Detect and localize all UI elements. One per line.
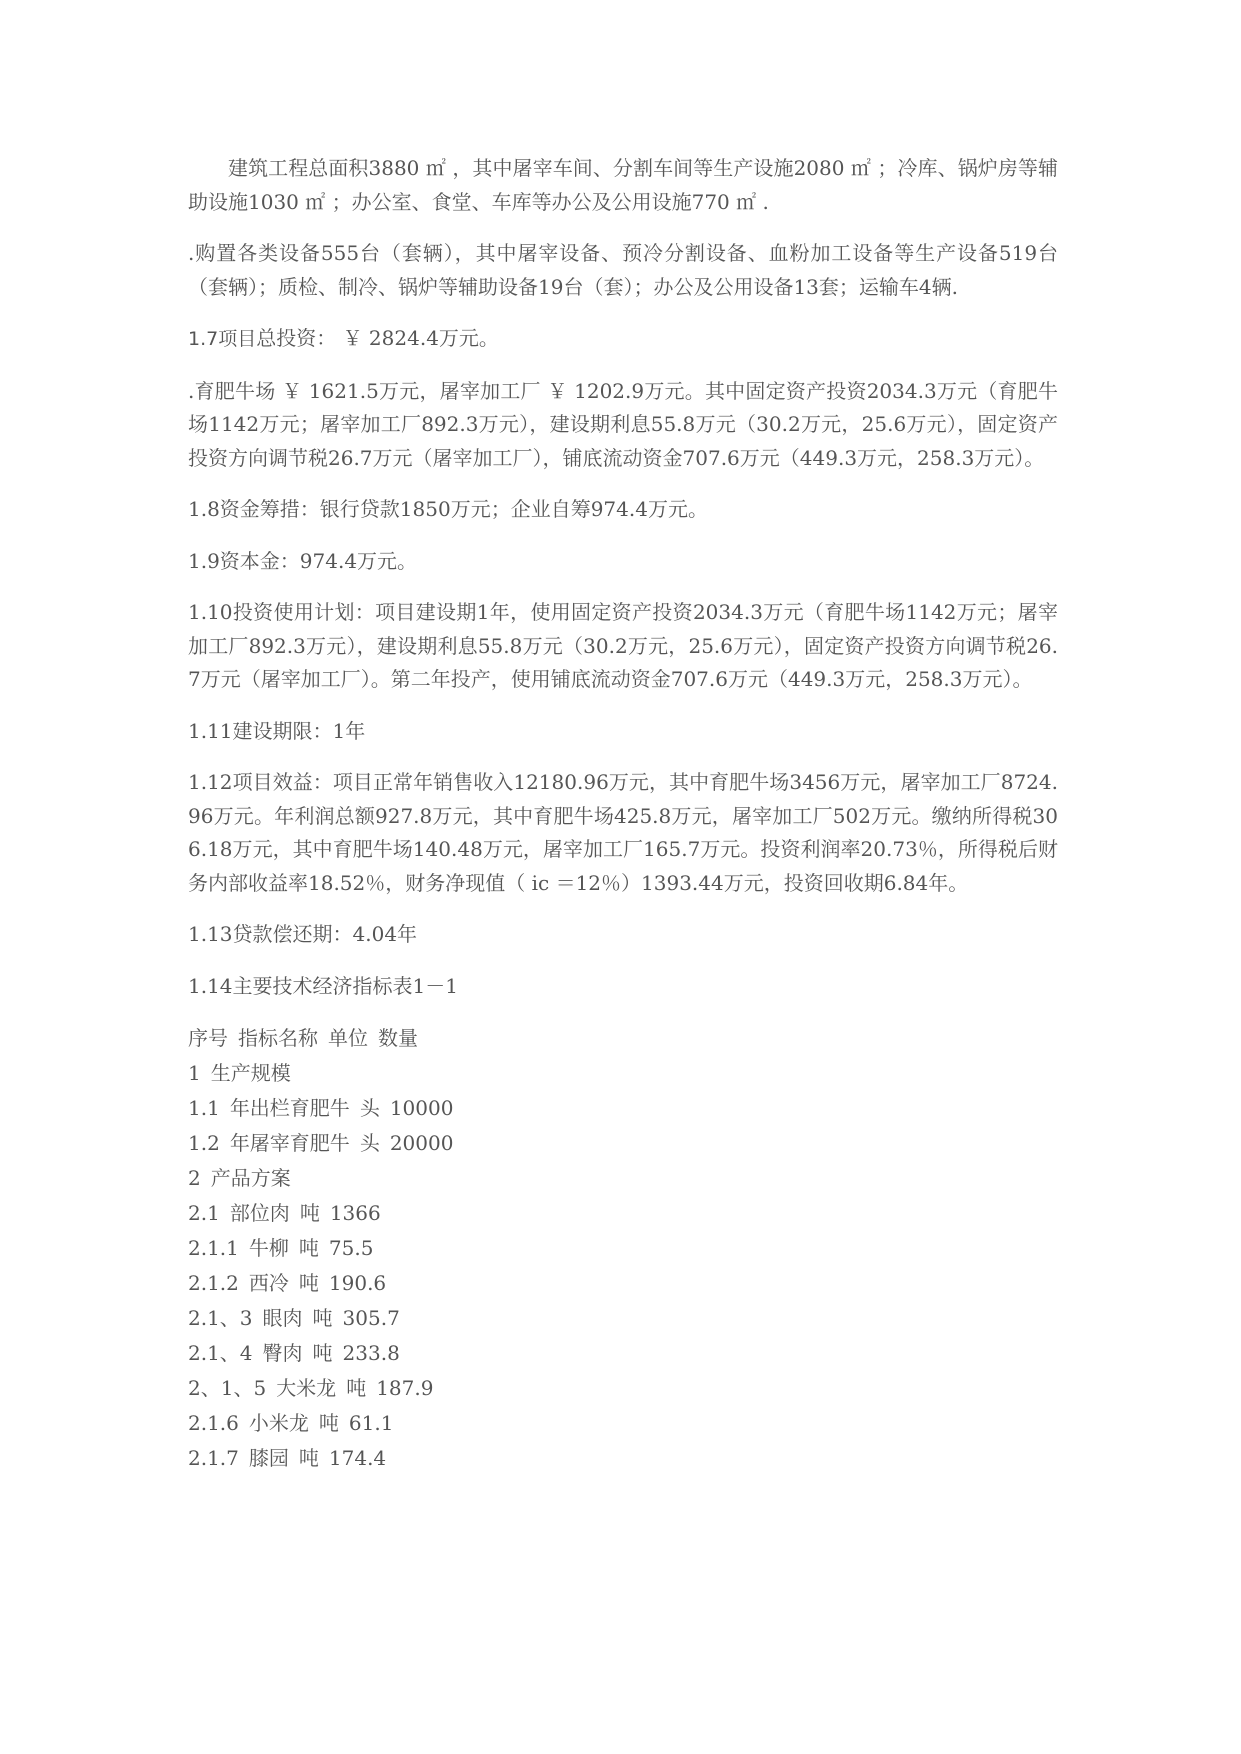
paragraph-text: .育肥牛场 ￥ 1621.5万元，屠宰加工厂 ￥ 1202.9万元。其中固定资产投资2034.3万元（育肥牛场1142万元；屠宰加工厂892.3万元），建设期利息55.8万元（30.2万元，25.6万元），固定资产投资方向调节税26.7万元（屠宰加工厂），铺底流动资金707.6万元（449.3万元，258.3万元）。	[188, 378, 1058, 470]
header-cell: 单位	[328, 1026, 368, 1050]
paragraph-total-investment	[188, 322, 1058, 357]
table-cell: 305.7	[342, 1306, 400, 1330]
table-cell: 膝园	[248, 1446, 289, 1470]
table-cell: 2.1	[188, 1201, 220, 1225]
table-cell: 部位肉	[229, 1201, 290, 1225]
paragraph-table-title	[188, 970, 1058, 1004]
document-body	[188, 152, 1058, 1476]
table-cell: 2.1、4	[188, 1341, 253, 1365]
table-cell: 1366	[329, 1201, 381, 1225]
table-cell: 2.1.6	[188, 1411, 239, 1435]
table-row	[188, 1126, 1058, 1161]
paragraph-text: 1.10投资使用计划：项目建设期1年，使用固定资产投资2034.3万元（育肥牛场1142万元；屠宰加工厂892.3万元），建设期利息55.8万元（30.2万元，25.6万元），固定资产投资方向调节税26.7万元（屠宰加工厂）。第二年投产，使用铺底流动资金707.6万元（449.3万元，258.3万元）。	[188, 600, 1058, 691]
table-cell: 2	[188, 1166, 201, 1190]
table-cell: 牛柳	[248, 1236, 289, 1260]
paragraph-fund-raising	[188, 493, 1058, 527]
table-header-row	[188, 1021, 1058, 1056]
table-row	[188, 1091, 1058, 1126]
table-cell: 2.1.1	[188, 1236, 239, 1260]
table-cell: 1.2	[188, 1131, 220, 1155]
table-cell: 61.1	[348, 1411, 394, 1435]
table-cell: 臀肉	[262, 1341, 303, 1365]
table-cell: 头	[359, 1096, 380, 1120]
table-cell: 1.1	[188, 1096, 220, 1120]
table-cell: 190.6	[328, 1271, 387, 1295]
table-row	[188, 1161, 1058, 1196]
paragraph-text: 1.8资金筹措：银行贷款1850万元；企业自筹974.4万元。	[188, 497, 708, 521]
table-cell: 吨	[346, 1376, 367, 1400]
paragraph-building-area	[188, 152, 1058, 219]
table-cell: 2.1、3	[188, 1306, 253, 1330]
table-cell: 1	[188, 1061, 201, 1085]
paragraph-construction-period	[188, 715, 1058, 749]
table-cell: 西冷	[248, 1271, 289, 1295]
table-cell: 吨	[312, 1306, 333, 1330]
table-cell: 187.9	[376, 1376, 434, 1400]
table-cell: 年屠宰育肥牛	[229, 1131, 350, 1155]
table-row	[188, 1441, 1058, 1476]
table-cell: 头	[359, 1131, 380, 1155]
table-cell: 174.4	[328, 1446, 387, 1470]
paragraph-text: 1.9资本金：974.4万元。	[188, 548, 418, 573]
paragraph-loan-repayment	[188, 918, 1058, 952]
header-cell: 序号	[188, 1026, 228, 1050]
table-row	[188, 1056, 1058, 1091]
table-row	[188, 1301, 1058, 1336]
table-cell: 75.5	[328, 1236, 374, 1260]
table-cell: 吨	[298, 1446, 319, 1470]
table-cell: 吨	[312, 1341, 333, 1365]
paragraph-text: 1.12项目效益：项目正常年销售收入12180.96万元，其中育肥牛场3456万元，屠宰加工厂8724.96万元。年利润总额927.8万元，其中育肥牛场425.8万元，屠宰加工厂502万元。缴纳所得税306.18万元，其中育肥牛场140.48万元，屠宰加工厂165.7万元。投资利润率20.73％，所得税后财务内部收益率18.52％，财务净现值（ ic ＝12％）1393.44万元，投资回收期6.84年。	[188, 770, 1058, 895]
table-cell: 年出栏育肥牛	[229, 1096, 350, 1120]
table-cell: 20000	[389, 1131, 454, 1155]
paragraph-text: 1.14主要技术经济指标表1－1	[188, 973, 458, 998]
table-row	[188, 1266, 1058, 1301]
indicator-table	[188, 1021, 1058, 1476]
table-cell: 眼肉	[262, 1306, 303, 1330]
table-cell: 产品方案	[210, 1166, 291, 1190]
paragraph-investment-breakdown	[188, 375, 1058, 476]
table-row	[188, 1371, 1058, 1406]
paragraph-capital	[188, 545, 1058, 579]
table-row	[188, 1406, 1058, 1441]
table-row	[188, 1336, 1058, 1371]
paragraph-text: .购置各类设备555台（套辆），其中屠宰设备、预冷分割设备、血粉加工设备等生产设备519台（套辆）；质检、制冷、锅炉等辅助设备19台（套）；办公及公用设备13套；运输车4辆.	[188, 241, 1058, 299]
table-row	[188, 1231, 1058, 1266]
paragraph-text: 1.11建设期限：1年	[188, 718, 366, 743]
table-cell: 吨	[298, 1236, 319, 1260]
paragraph-equipment	[188, 237, 1058, 304]
table-row	[188, 1196, 1058, 1231]
table-cell: 小米龙	[248, 1411, 309, 1435]
table-cell: 2、1、5	[188, 1376, 267, 1400]
paragraph-project-benefit	[188, 766, 1058, 900]
table-cell: 2.1.2	[188, 1271, 239, 1295]
table-cell: 生产规模	[210, 1061, 291, 1085]
table-cell: 大米龙	[276, 1376, 337, 1400]
table-cell: 2.1.7	[188, 1446, 239, 1470]
header-cell: 指标名称	[238, 1026, 318, 1050]
table-cell: 233.8	[342, 1341, 400, 1365]
paragraph-text: 建筑工程总面积3880 ㎡ ，其中屠宰车间、分割车间等生产设施2080 ㎡ ；冷库、锅炉房等辅助设施1030 ㎡ ；办公室、食堂、车库等办公及公用设施770 ㎡ .	[188, 156, 1058, 214]
paragraph-investment-plan	[188, 596, 1058, 697]
paragraph-text: 1.13贷款偿还期：4.04年	[188, 922, 418, 946]
header-cell: 数量	[378, 1026, 418, 1050]
table-cell: 吨	[318, 1411, 339, 1435]
table-cell: 吨	[298, 1271, 319, 1295]
table-cell: 吨	[299, 1201, 320, 1225]
table-cell: 10000	[389, 1096, 454, 1120]
paragraph-heading: 1.7项目	[188, 328, 257, 350]
paragraph-text: 总投资： ￥ 2824.4万元。	[256, 326, 499, 350]
